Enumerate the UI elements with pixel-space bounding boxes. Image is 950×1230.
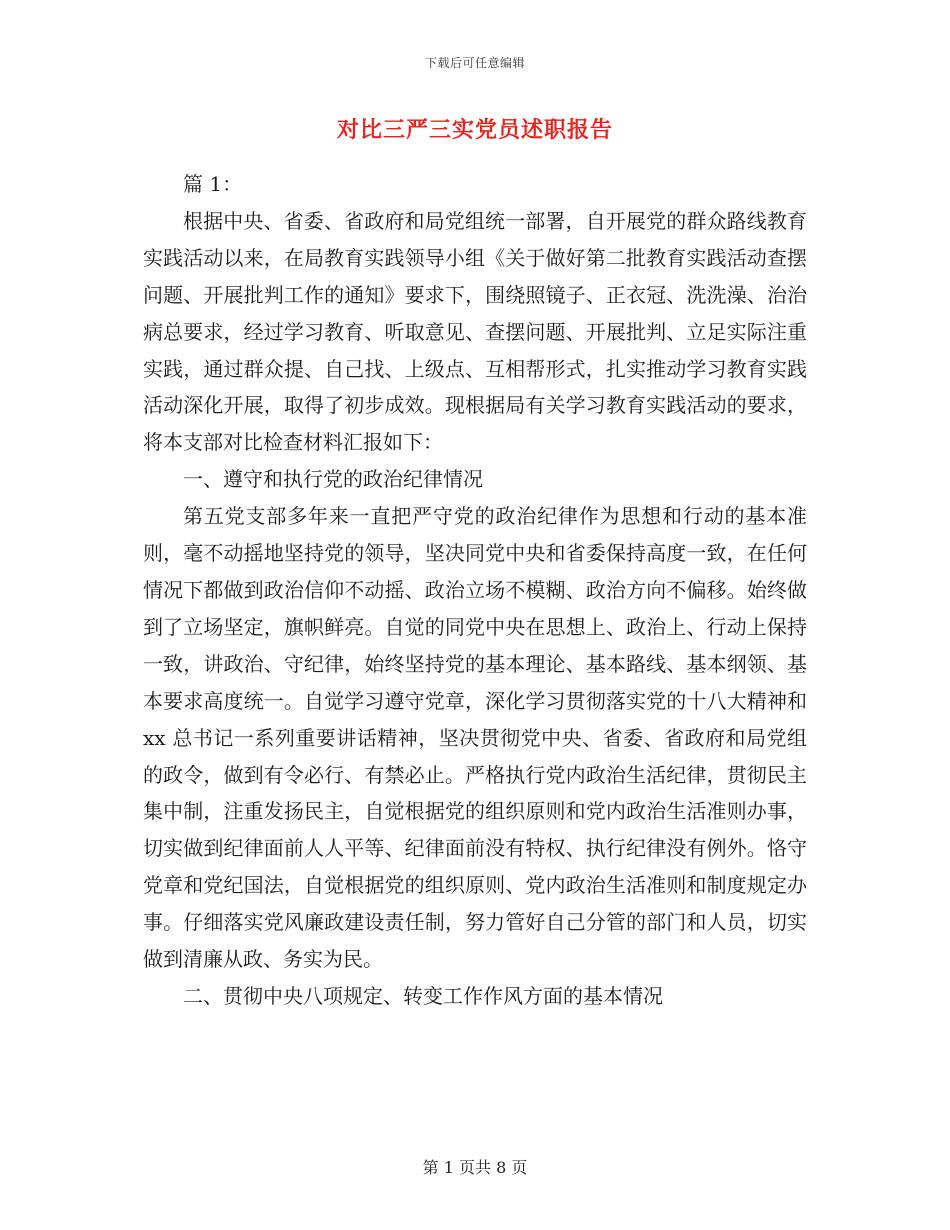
body-paragraph: 第五党支部多年来一直把严守党的政治纪律作为思想和行动的基本准则，毫不动摇地坚持党的领导，坚决同党中央和省委保持高度一致，在任何情况下都做到政治信仰不动摇、政治立场不模糊、政治方向不偏移。始终做到了立场坚定，旗帜鲜亮。自觉的同党中央在思想上、政治上、行动上保持一致，讲政治、守纪律，始终坚持党的基本理论、基本路线、基本纲领、基本要求高度统一。自觉学习遵守党章，深化学习贯彻落实党的十八大精神和 xx 总书记一系列重要讲话精神，坚决贯彻党中央、省委、省政府和局党组的政令，做到有令必行、有禁必止。严格执行党内政治生活纪律，贯彻民主集中制，注重发扬民主，自觉根据党的组织原则和党内政治生活准则办事，切实做到纪律面前人人平等、纪律面前没有特权、执行纪律没有例外。恪守党章和党纪国法，自觉根据党的组织原则、党内政治生活准则和制度规定办事。仔细落实党风廉政建设责任制，努力管好自己分管的部门和人员，切实做到清廉从政、务实为民。 xyxy=(143,504,807,972)
section-label: 篇 1： xyxy=(183,172,243,196)
intro-paragraph: 根据中央、省委、省政府和局党组统一部署，自开展党的群众路线教育实践活动以来，在局教育实践领导小组《关于做好第二批教育实践活动查摆问题、开展批判工作的通知》要求下，围绕照镜子、正衣冠、洗洗澡、治治病总要求，经过学习教育、听取意见、查摆问题、开展批判、立足实际注重实践，通过群众提、自己找、上级点、互相帮形式，扎实推动学习教育实践活动深化开展，取得了初步成效。现根据局有关学习教育实践活动的要求，将本支部对比检查材料汇报如下： xyxy=(143,208,807,455)
section-heading: 一、遵守和执行党的政治纪律情况 xyxy=(183,467,483,492)
section-heading: 二、贯彻中央八项规定、转变工作作风方面的基本情况 xyxy=(183,983,663,1008)
header-note: 下载后可任意编辑 xyxy=(424,56,525,70)
document-title: 对比三严三实党员述职报告 xyxy=(336,117,613,143)
document-body xyxy=(143,166,807,1015)
page-number: 第 1 页共 8 页 xyxy=(422,1158,528,1177)
